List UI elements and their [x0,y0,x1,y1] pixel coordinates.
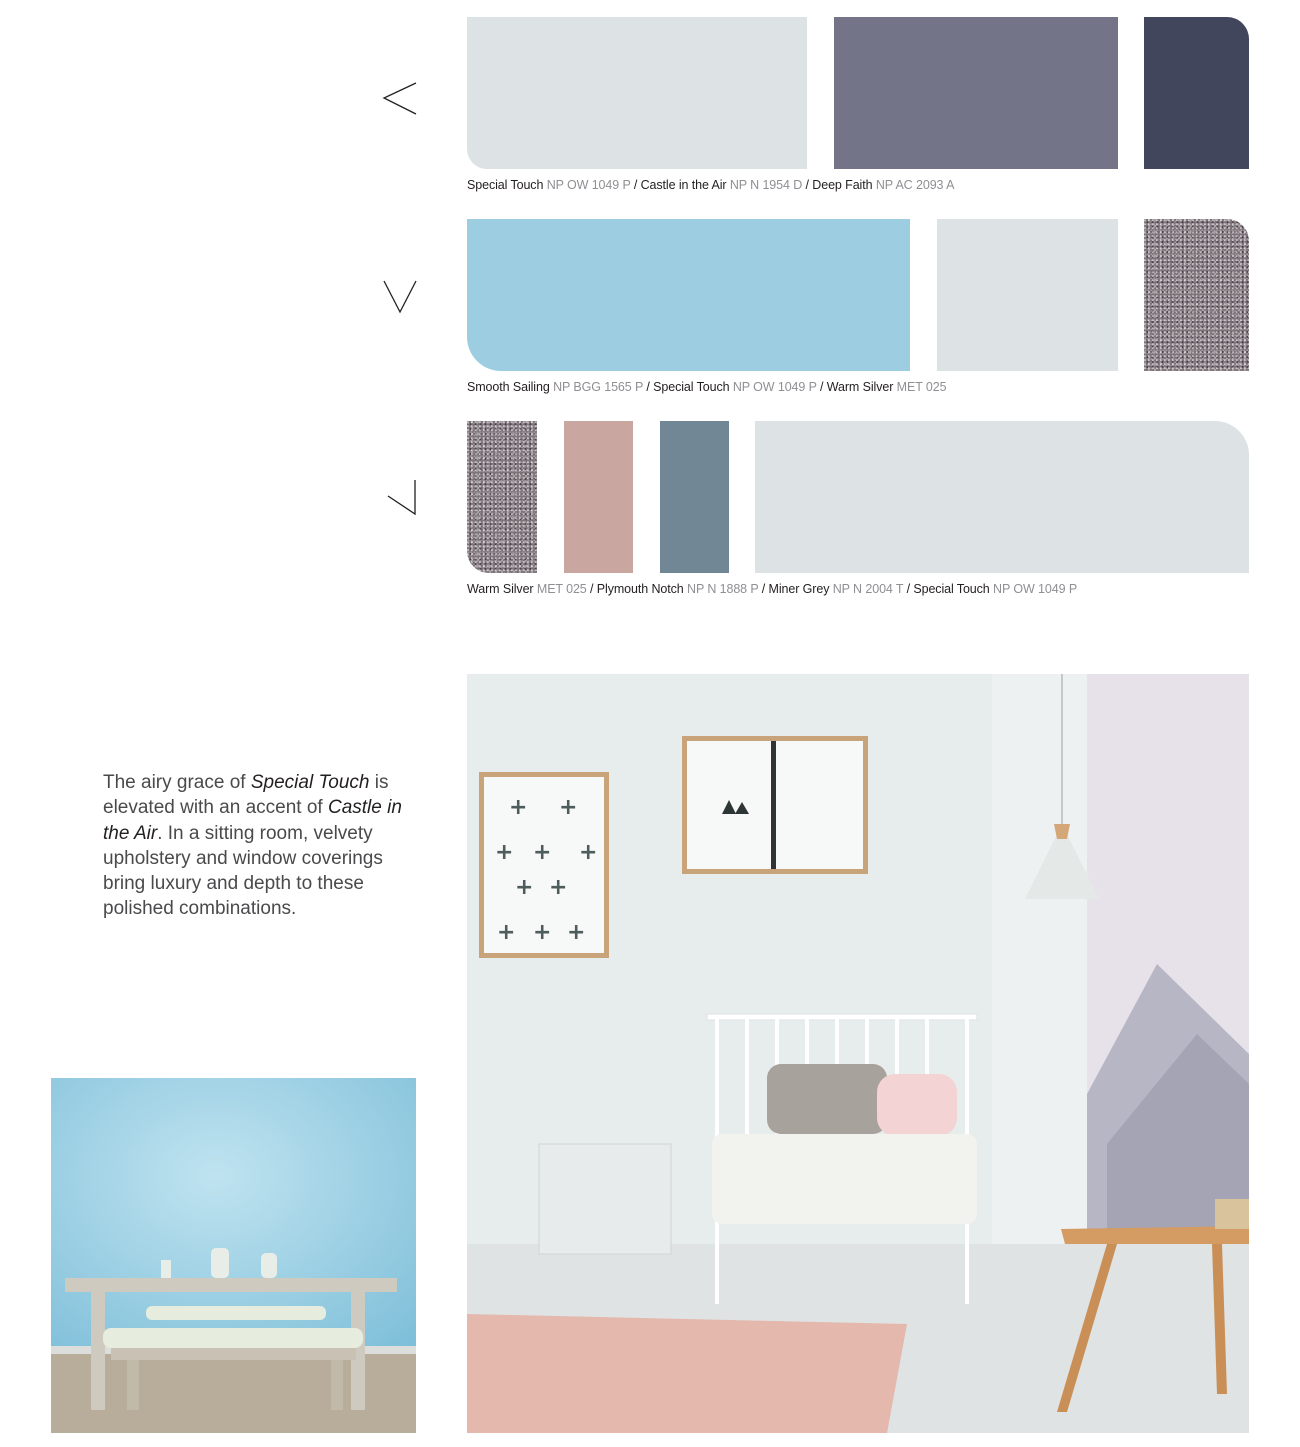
swatch-special-touch [755,421,1249,573]
swatch-miner-grey [660,421,729,573]
svg-text:+: + [515,875,534,900]
svg-text:+: + [533,920,552,945]
svg-text:+: + [509,795,528,820]
swatch-smooth-sailing [467,219,910,371]
bedroom-photo [467,674,1249,1433]
swatch-warm-silver [1144,219,1249,371]
svg-text:+: + [559,795,578,820]
svg-text:+: + [579,840,598,865]
swatch-castle-in-the-air [834,17,1118,169]
svg-text:+: + [533,840,552,865]
chevron-left-glyph [380,80,420,120]
palette-caption-3: Warm Silver MET 025 / Plymouth Notch NP N 1888 P / Miner Grey NP N 2004 T / Special Touch NP OW 1049 P [467,582,1078,596]
svg-text:+: + [497,920,516,945]
v-glyph [380,278,420,318]
svg-text:+: + [549,875,568,900]
swatch-plymouth-notch [564,421,633,573]
swatch-special-touch [937,219,1118,371]
description-paragraph: The airy grace of Special Touch is elevated with an accent of Castle in the Air. In a sitting room, velvety upholstery and window coverings bring luxury and depth to these polished combinations. [103,772,402,920]
palette-caption-2: Smooth Sailing NP BGG 1565 P / Special Touch NP OW 1049 P / Warm Silver MET 025 [467,380,947,394]
svg-text:+: + [567,920,586,945]
swatch-special-touch [467,17,807,169]
angle-glyph [380,478,420,518]
swatch-deep-faith [1144,17,1249,169]
swatch-warm-silver [467,421,537,573]
palette-caption-1: Special Touch NP OW 1049 P / Castle in the Air NP N 1954 D / Deep Faith NP AC 2093 A [467,178,955,192]
svg-text:+: + [495,840,514,865]
dining-room-photo [51,1078,416,1433]
